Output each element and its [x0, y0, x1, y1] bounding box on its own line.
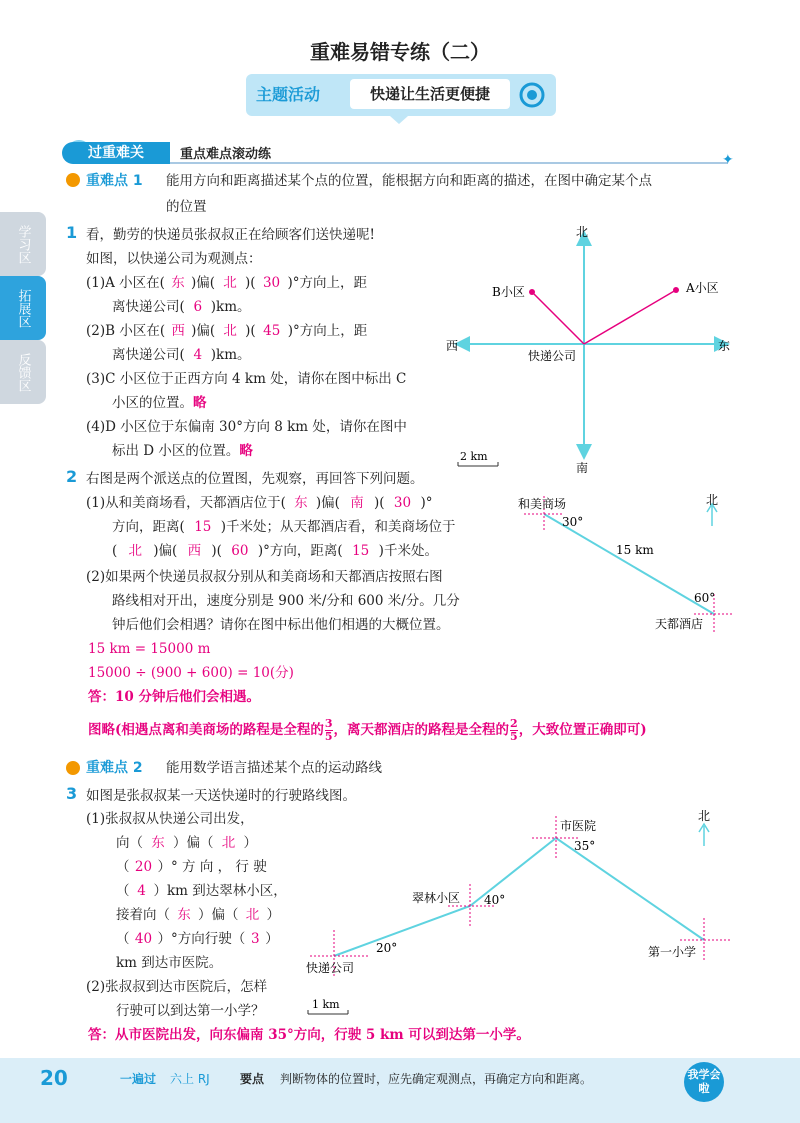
q1-part-3-line-2: 小区的位置。略 [112, 395, 207, 411]
q1-map-west: 西 [446, 339, 459, 353]
q1-part-4-line-2: 标出 D 小区的位置。略 [112, 443, 253, 459]
key-point-1-label: 重难点 1 [86, 173, 143, 189]
q2-answer-2: 15000 ÷ (900 + 600) = 10(分) [88, 665, 294, 681]
tip-text: 判断物体的位置时，应先确定观测点，再确定方向和距离。 [280, 1072, 593, 1086]
section-subtitle: 重点难点滚动练 [180, 147, 272, 162]
side-tab-feedback[interactable]: 反馈区 [0, 340, 46, 404]
star-icon: ✦ [722, 152, 734, 168]
q3-map-north: 北 [698, 809, 711, 823]
q1-line-2: 如图，以快递公司为观测点： [86, 251, 262, 267]
q2-route-map [510, 490, 750, 640]
q3-map-angle-1: 20° [376, 941, 398, 955]
q3-route-map [300, 806, 740, 1026]
q1-map-center: 快递公司 [528, 349, 577, 363]
q2-part-2-line-1: (2)如果两个快递员叔叔分别从和美商场和天都酒店按照右图 [86, 569, 443, 585]
q1-map-north: 北 [576, 225, 589, 239]
q3-map-angle-3: 35° [574, 839, 596, 853]
q3-map-scale: 1 km [312, 998, 340, 1011]
q2-answer-1: 15 km = 15000 m [88, 641, 211, 657]
q1-map-b: B小区 [492, 285, 525, 299]
key-point-icon [66, 173, 80, 187]
side-tab-extend[interactable]: 拓展区 [0, 276, 46, 340]
q2-map-tiandu: 天都酒店 [655, 617, 704, 631]
section-divider [170, 162, 728, 164]
q3-part-2-line-1: (2)张叔叔到达市医院后，怎样 [86, 979, 268, 995]
q3-answer: 答：从市医院出发，向东偏南 35°方向，行驶 5 km 可以到达第一小学。 [88, 1027, 530, 1043]
theme-banner [246, 74, 556, 116]
q3-line-1: 如图是张叔叔某一天送快递时的行驶路线图。 [86, 788, 356, 804]
q1-part-4: (4)D 小区位于东偏南 30°方向 8 km 处，请你在图中 [86, 419, 407, 435]
key-point-2-icon [66, 761, 80, 775]
banner-pointer [390, 116, 408, 124]
q1-map-east: 东 [718, 339, 731, 353]
q2-answer-3: 答：10 分钟后他们会相遇。 [88, 689, 260, 705]
footer-bar [0, 1058, 800, 1123]
q3-part-2-line-2: 行驶可以到达第一小学？ [116, 1003, 265, 1019]
key-point-2-text: 能用数学语言描述某个点的运动路线 [166, 760, 382, 776]
q1-part-2: (2)B 小区在( 西 )偏( 北 )( 45 )°方向上，距 [86, 323, 368, 339]
q1-map-a: A小区 [686, 281, 719, 295]
q1-direction-map [440, 220, 740, 480]
q1-map-south: 南 [576, 461, 589, 475]
theme-value: 快递让生活更便捷 [350, 79, 510, 109]
q1-part-1: (1)A 小区在( 东 )偏( 北 )( 30 )°方向上，距 [86, 275, 368, 291]
q3-part-1-line-3: （ 20 ）° 方 向 ， 行 驶 [116, 859, 267, 875]
q1-map-scale: 2 km [460, 450, 488, 463]
theme-label: 主题活动 [256, 85, 321, 104]
q2-map-angle-1: 30° [562, 515, 584, 529]
q3-part-1-line-5: 接着向（ 东 ）偏（ 北 ） [116, 907, 280, 923]
target-icon [518, 81, 546, 109]
key-point-1-text: 能用方向和距离描述某个点的位置，能根据方向和距离的描述，在图中确定某个点 [166, 173, 652, 189]
question-2-number: 2 [66, 467, 78, 486]
q1-part-1-line-2: 离快递公司( 6 )km。 [112, 299, 251, 315]
q2-map-hemei: 和美商场 [518, 497, 567, 511]
q3-map-hospital: 市医院 [560, 819, 597, 833]
book-grade: 六上 RJ [170, 1072, 210, 1086]
q3-part-1-line-7: km 到达市医院。 [116, 955, 223, 971]
key-point-1-text-2: 的位置 [166, 199, 207, 215]
q3-map-angle-2: 40° [484, 893, 506, 907]
page-title: 重难易错专练（二） [310, 40, 490, 64]
side-tab-study[interactable]: 学习区 [0, 212, 46, 276]
q2-answer-4: 图略(相遇点离和美商场的路程是全程的 $\frac{3}{5}$ ，离天都酒店的路程是全程的 $\frac{2}{5}$ ，大致位置正确即可) [88, 717, 647, 743]
tip-label: 要点 [240, 1072, 265, 1086]
q3-part-1-line-2: 向（ 东 ）偏（ 北 ） [116, 835, 257, 851]
done-badge[interactable]: 我学会啦 [684, 1062, 724, 1102]
q1-line-1: 看，勤劳的快递员张叔叔正在给顾客们送快递呢! [86, 227, 375, 243]
question-1-number: 1 [66, 223, 78, 242]
q2-map-angle-2: 60° [694, 591, 716, 605]
q3-map-company: 快递公司 [306, 961, 355, 975]
q3-map-cuilin: 翠林小区 [412, 891, 461, 905]
q1-part-3: (3)C 小区位于正西方向 4 km 处，请你在图中标出 C [86, 371, 407, 387]
q2-part-2-line-2: 路线相对开出，速度分别是 900 米/分和 600 米/分。几分 [112, 593, 460, 609]
q3-part-1-line-1: (1)张叔叔从快递公司出发， [86, 811, 254, 827]
book-name: 一遍过 [120, 1072, 157, 1086]
key-point-2-label: 重难点 2 [86, 760, 143, 776]
page-number: 20 [40, 1066, 68, 1090]
q2-map-north: 北 [706, 493, 719, 507]
q2-line-1: 右图是两个派送点的位置图，先观察，再回答下列问题。 [86, 471, 424, 487]
q2-part-1: (1)从和美商场看，天都酒店位于( 东 )偏( 南 )( 30 )° [86, 495, 433, 511]
q3-part-1-line-6: （ 40 ）°方向行驶（ 3 ） [116, 931, 279, 947]
q2-part-2-line-3: 钟后他们会相遇？请你在图中标出他们相遇的大概位置。 [112, 617, 450, 633]
section-label: 过重难关 [62, 142, 170, 164]
q2-part-1-line-2: 方向，距离( 15 )千米处；从天都酒店看，和美商场位于 [112, 519, 456, 535]
question-3-number: 3 [66, 784, 78, 803]
q3-map-school: 第一小学 [648, 945, 697, 959]
q1-part-2-line-2: 离快递公司( 4 )km。 [112, 347, 251, 363]
q2-map-distance: 15 km [616, 543, 654, 557]
q2-part-1-line-3: ( 北 )偏( 西 )( 60 )°方向，距离( 15 )千米处。 [112, 543, 438, 559]
q3-part-1-line-4: （ 4 ）km 到达翠林小区， [116, 883, 287, 899]
